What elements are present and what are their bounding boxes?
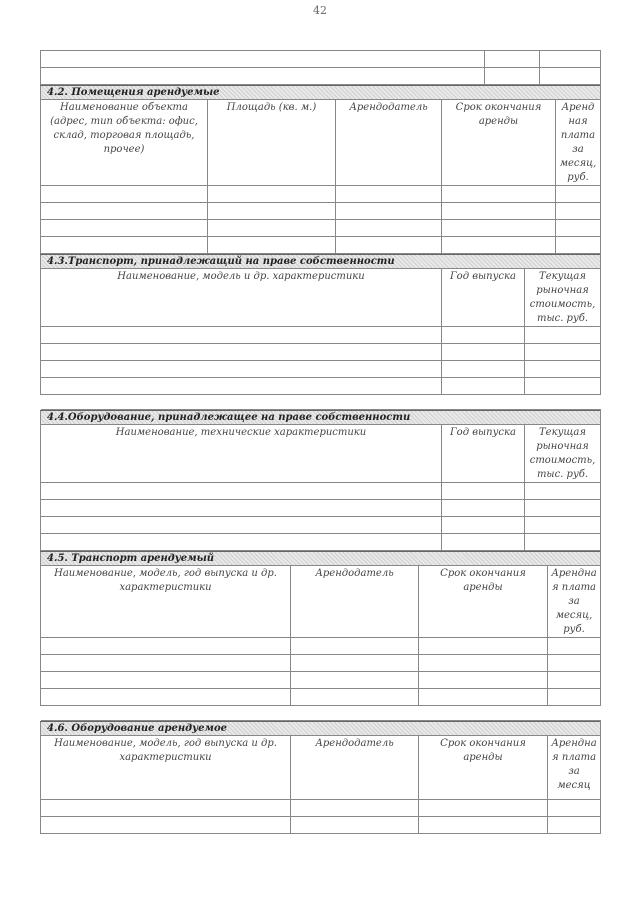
table-cell[interactable] — [208, 237, 336, 254]
table-cell[interactable] — [540, 68, 601, 85]
column-header: Арендодатель — [336, 100, 442, 186]
table-cell[interactable] — [548, 689, 601, 706]
page-number: 42 — [313, 4, 327, 17]
column-header: Аренд ная плата за месяц, руб. — [556, 100, 601, 186]
table-cell[interactable] — [548, 638, 601, 655]
table-cell — [41, 706, 291, 721]
table-cell[interactable] — [41, 203, 208, 220]
table-cell[interactable] — [442, 500, 525, 517]
table-cell[interactable] — [556, 237, 601, 254]
table-cell[interactable] — [525, 500, 601, 517]
column-header: Год выпуска — [442, 425, 525, 483]
column-header: Арендодатель — [291, 736, 419, 800]
previous-table-fragment — [40, 50, 601, 85]
section-title: 4.3.Транспорт, принадлежащий на праве собственности — [41, 255, 601, 269]
table-cell[interactable] — [41, 689, 291, 706]
column-header: Наименование, модель, год выпуска и др. характеристики — [41, 566, 291, 638]
table-cell[interactable] — [548, 672, 601, 689]
table-cell[interactable] — [548, 817, 601, 834]
table-cell[interactable] — [41, 220, 208, 237]
table-cell[interactable] — [336, 203, 442, 220]
table-cell[interactable] — [442, 483, 525, 500]
table-cell[interactable] — [291, 817, 419, 834]
table-cell[interactable] — [41, 344, 442, 361]
table-rented-transport — [40, 551, 601, 721]
table-cell[interactable] — [525, 361, 601, 378]
column-header: Арендодатель — [291, 566, 419, 638]
table-cell[interactable] — [419, 689, 548, 706]
table-cell[interactable] — [41, 534, 442, 551]
table-owned-transport — [40, 254, 601, 410]
table-cell[interactable] — [336, 220, 442, 237]
table-cell[interactable] — [556, 186, 601, 203]
form-section-4 — [40, 50, 600, 834]
column-header: Площадь (кв. м.) — [208, 100, 336, 186]
table-cell[interactable] — [41, 655, 291, 672]
table-cell[interactable] — [485, 68, 540, 85]
table-cell[interactable] — [41, 638, 291, 655]
table-cell[interactable] — [41, 51, 485, 68]
table-cell[interactable] — [548, 655, 601, 672]
table-cell[interactable] — [419, 800, 548, 817]
table-cell[interactable] — [291, 655, 419, 672]
table-owned-equipment — [40, 410, 601, 551]
table-cell[interactable] — [41, 186, 208, 203]
table-cell[interactable] — [442, 327, 525, 344]
table-cell[interactable] — [208, 220, 336, 237]
column-header: Арендна я плата за месяц — [548, 736, 601, 800]
column-header: Срок окончания аренды — [419, 736, 548, 800]
column-header: Наименование, модель, год выпуска и др. характеристики — [41, 736, 291, 800]
table-cell[interactable] — [336, 237, 442, 254]
table-cell[interactable] — [525, 327, 601, 344]
table-cell[interactable] — [442, 344, 525, 361]
table-cell[interactable] — [525, 344, 601, 361]
table-cell[interactable] — [548, 800, 601, 817]
table-cell[interactable] — [419, 655, 548, 672]
table-cell[interactable] — [419, 638, 548, 655]
table-cell[interactable] — [442, 203, 556, 220]
table-cell[interactable] — [291, 638, 419, 655]
table-cell — [291, 706, 419, 721]
section-title: 4.4.Оборудование, принадлежащее на праве собственности — [41, 411, 601, 425]
table-cell[interactable] — [41, 68, 485, 85]
table-cell[interactable] — [41, 378, 442, 395]
table-cell[interactable] — [291, 800, 419, 817]
column-header: Текущая рыночная стоимость, тыс. руб. — [525, 425, 601, 483]
table-rented-premises — [40, 85, 601, 254]
table-cell[interactable] — [442, 220, 556, 237]
table-cell[interactable] — [442, 534, 525, 551]
table-cell[interactable] — [291, 689, 419, 706]
section-title: 4.2. Помещения арендуемые — [41, 86, 601, 100]
table-cell[interactable] — [442, 517, 525, 534]
table-cell[interactable] — [419, 817, 548, 834]
column-header: Срок окончания аренды — [419, 566, 548, 638]
column-header: Наименование, модель и др. характеристики — [41, 269, 442, 327]
table-cell[interactable] — [556, 203, 601, 220]
table-cell[interactable] — [208, 203, 336, 220]
table-cell — [442, 395, 525, 410]
column-header: Арендна я плата за месяц, руб. — [548, 566, 601, 638]
table-cell[interactable] — [336, 186, 442, 203]
table-cell[interactable] — [41, 800, 291, 817]
column-header: Наименование, технические характеристики — [41, 425, 442, 483]
column-header: Год выпуска — [442, 269, 525, 327]
table-cell — [525, 395, 601, 410]
table-rented-equipment — [40, 721, 601, 834]
table-cell[interactable] — [41, 500, 442, 517]
table-cell[interactable] — [41, 237, 208, 254]
table-cell[interactable] — [525, 517, 601, 534]
table-cell[interactable] — [525, 483, 601, 500]
section-title: 4.6. Оборудование арендуемое — [41, 722, 601, 736]
section-title: 4.5. Транспорт арендуемый — [41, 552, 601, 566]
table-cell[interactable] — [419, 672, 548, 689]
table-cell[interactable] — [208, 186, 336, 203]
table-cell — [548, 706, 601, 721]
column-header: Наименование объекта (адрес, тип объекта: офис, склад, торговая площадь, прочее) — [41, 100, 208, 186]
table-cell[interactable] — [485, 51, 540, 68]
table-cell — [419, 706, 548, 721]
table-cell[interactable] — [291, 672, 419, 689]
table-cell[interactable] — [556, 220, 601, 237]
table-cell[interactable] — [525, 378, 601, 395]
table-cell[interactable] — [525, 534, 601, 551]
table-cell[interactable] — [442, 237, 556, 254]
table-cell[interactable] — [540, 51, 601, 68]
table-cell[interactable] — [41, 517, 442, 534]
table-cell[interactable] — [41, 672, 291, 689]
table-cell — [41, 395, 442, 410]
column-header: Текущая рыночная стоимость, тыс. руб. — [525, 269, 601, 327]
table-cell[interactable] — [442, 361, 525, 378]
table-cell[interactable] — [41, 817, 291, 834]
table-cell[interactable] — [41, 361, 442, 378]
table-cell[interactable] — [442, 186, 556, 203]
table-cell[interactable] — [41, 483, 442, 500]
table-cell[interactable] — [442, 378, 525, 395]
column-header: Срок окончания аренды — [442, 100, 556, 186]
table-cell[interactable] — [41, 327, 442, 344]
